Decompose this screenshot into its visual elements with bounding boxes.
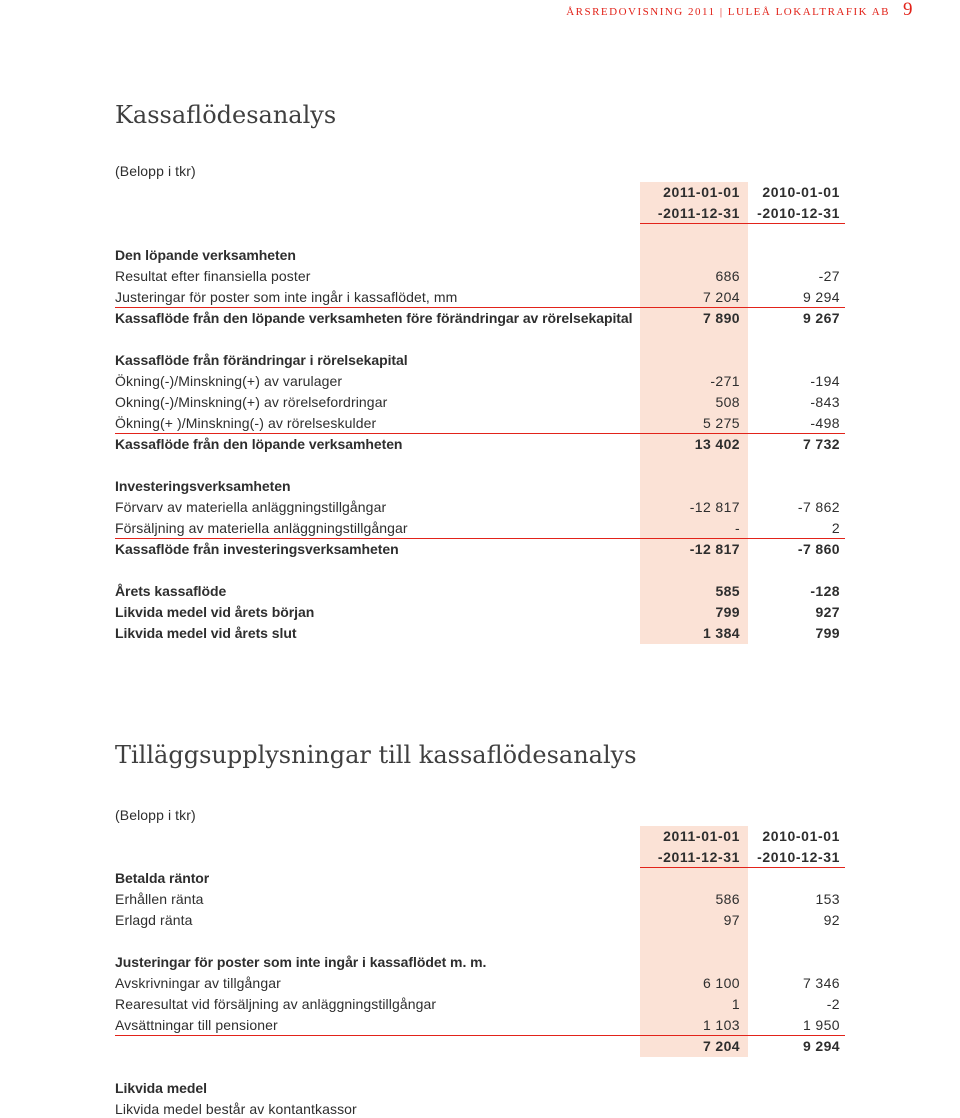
column-header-2011-end: -2011-12-31 bbox=[640, 847, 748, 868]
supplementary-title: Tilläggsupplysningar till kassaflödesanalys bbox=[115, 741, 637, 769]
page-number: 9 bbox=[903, 0, 913, 20]
row-label: Ökning(+ )/Minskning(-) av rörelseskulder bbox=[115, 415, 377, 431]
value-2011: -12 817 bbox=[689, 541, 740, 557]
summary-row bbox=[115, 581, 845, 602]
value-2011: 1 384 bbox=[702, 625, 740, 641]
value-2010: 9 267 bbox=[802, 310, 840, 326]
table-row bbox=[115, 910, 845, 931]
table-row bbox=[115, 994, 845, 1015]
column-header-2011-start: 2011-01-01 bbox=[663, 184, 740, 200]
column-header-row bbox=[115, 847, 845, 868]
column-header-2011-start: 2011-01-01 bbox=[663, 828, 740, 844]
supplementary-table bbox=[115, 826, 845, 1118]
section-heading bbox=[115, 1078, 845, 1099]
column-header-spacer bbox=[115, 847, 640, 868]
value-2010: 2 bbox=[831, 520, 840, 536]
value-2010: -7 860 bbox=[797, 541, 840, 557]
spacer-row bbox=[115, 224, 845, 245]
column-header-2010-end: -2010-12-31 bbox=[748, 203, 845, 224]
row-label: Avskrivningar av tillgångar bbox=[115, 975, 281, 991]
heading-cash: Likvida medel bbox=[115, 1080, 207, 1096]
value-2011: 97 bbox=[723, 912, 740, 928]
unit-note: (Belopp i tkr) bbox=[115, 807, 196, 823]
spacer-row bbox=[115, 455, 845, 476]
row-label: Rearesultat vid försäljning av anläggningstillgångar bbox=[115, 996, 437, 1012]
spacer-row bbox=[115, 329, 845, 350]
value-2011: 686 bbox=[715, 268, 740, 284]
row-label: Erlagd ränta bbox=[115, 912, 193, 928]
heading-working-capital: Kassaflöde från förändringar i rörelsekapital bbox=[115, 352, 408, 368]
value-2011: -12 817 bbox=[689, 499, 740, 515]
section-heading bbox=[115, 245, 845, 266]
total-label-spacer bbox=[115, 1036, 640, 1057]
cash-flow-table bbox=[115, 182, 845, 644]
row-label: Avsättningar till pensioner bbox=[115, 1017, 278, 1033]
table-row bbox=[115, 1015, 845, 1036]
total-2010: 9 294 bbox=[802, 1038, 840, 1054]
value-2010: 92 bbox=[823, 912, 840, 928]
value-2010: 927 bbox=[815, 604, 840, 620]
row-label: Årets kassaflöde bbox=[115, 583, 227, 599]
subtotal-row bbox=[115, 539, 845, 560]
table-row bbox=[115, 973, 845, 994]
running-title: ÅRSREDOVISNING 2011 | LULEÅ LOKALTRAFIK AB bbox=[566, 6, 890, 18]
row-label: Ökning(-)/Minskning(+) av varulager bbox=[115, 373, 343, 389]
column-header-spacer bbox=[115, 203, 640, 224]
row-label: Kassaflöde från den löpande verksamheten före förändringar av rörelsekapital bbox=[115, 310, 633, 326]
value-2011: 1 bbox=[731, 996, 740, 1012]
row-label: Erhållen ränta bbox=[115, 891, 204, 907]
subtotal-row bbox=[115, 308, 845, 329]
value-2010: -498 bbox=[810, 415, 840, 431]
value-2010: 7 732 bbox=[802, 436, 840, 452]
value-2011: 1 103 bbox=[702, 1017, 740, 1033]
value-2010: 7 346 bbox=[802, 975, 840, 991]
row-label: Försäljning av materiella anläggningstillgångar bbox=[115, 520, 408, 536]
column-header-2010-start: 2010-01-01 bbox=[762, 184, 840, 200]
summary-row bbox=[115, 623, 845, 644]
table-row bbox=[115, 518, 845, 539]
table-row bbox=[115, 889, 845, 910]
row-label: Likvida medel vid årets början bbox=[115, 604, 315, 620]
table-row bbox=[115, 392, 845, 413]
text-row bbox=[115, 1099, 845, 1118]
table-row bbox=[115, 413, 845, 434]
column-header-spacer bbox=[115, 182, 640, 203]
table-row bbox=[115, 287, 845, 308]
heading-adjustments: Justeringar för poster som inte ingår i kassaflödet m. m. bbox=[115, 954, 487, 970]
value-2011: 7 890 bbox=[702, 310, 740, 326]
value-2010: -194 bbox=[810, 373, 840, 389]
row-label: Kassaflöde från den löpande verksamheten bbox=[115, 436, 403, 452]
section-heading bbox=[115, 350, 845, 371]
row-label: Resultat efter finansiella poster bbox=[115, 268, 311, 284]
column-header-2010-start: 2010-01-01 bbox=[762, 828, 840, 844]
total-row bbox=[115, 1036, 845, 1057]
value-2010: 153 bbox=[815, 891, 840, 907]
spacer-row bbox=[115, 1057, 845, 1078]
cash-description: Likvida medel består av kontantkassor bbox=[115, 1101, 357, 1117]
total-2011: 7 204 bbox=[702, 1038, 740, 1054]
row-label: Kassaflöde från investeringsverksamheten bbox=[115, 541, 399, 557]
value-2011: 799 bbox=[715, 604, 740, 620]
value-2010: 1 950 bbox=[802, 1017, 840, 1033]
value-2011: -271 bbox=[710, 373, 740, 389]
column-header-2011-end: -2011-12-31 bbox=[640, 203, 748, 224]
value-2011: 5 275 bbox=[702, 415, 740, 431]
value-2010: 799 bbox=[815, 625, 840, 641]
value-2011: 13 402 bbox=[694, 436, 740, 452]
value-2011: - bbox=[734, 520, 740, 536]
value-2011: 6 100 bbox=[702, 975, 740, 991]
column-header-spacer bbox=[115, 826, 640, 847]
section-heading bbox=[115, 868, 845, 889]
section-heading bbox=[115, 476, 845, 497]
column-header-row bbox=[115, 203, 845, 224]
spacer-row bbox=[115, 560, 845, 581]
value-2010: -7 862 bbox=[797, 499, 840, 515]
row-label: Justeringar för poster som inte ingår i kassaflödet, mm bbox=[115, 289, 458, 305]
value-2010: -843 bbox=[810, 394, 840, 410]
table-row bbox=[115, 497, 845, 518]
subtotal-row bbox=[115, 434, 845, 455]
value-2011: 585 bbox=[715, 583, 740, 599]
value-2010: -27 bbox=[818, 268, 840, 284]
row-label: Okning(-)/Minskning(+) av rörelsefordringar bbox=[115, 394, 388, 410]
row-label: Likvida medel vid årets slut bbox=[115, 625, 297, 641]
unit-note: (Belopp i tkr) bbox=[115, 163, 196, 179]
column-header-row bbox=[115, 182, 845, 203]
spacer-row bbox=[115, 931, 845, 952]
value-2011: 508 bbox=[715, 394, 740, 410]
column-header-2010-end: -2010-12-31 bbox=[748, 847, 845, 868]
cash-flow-title: Kassaflödesanalys bbox=[115, 101, 337, 129]
value-2011: 586 bbox=[715, 891, 740, 907]
row-label: Förvarv av materiella anläggningstillgångar bbox=[115, 499, 387, 515]
value-2010: 9 294 bbox=[802, 289, 840, 305]
heading-operating: Den löpande verksamheten bbox=[115, 247, 296, 263]
section-heading bbox=[115, 952, 845, 973]
value-2011: 7 204 bbox=[702, 289, 740, 305]
heading-interest: Betalda räntor bbox=[115, 870, 210, 886]
summary-row bbox=[115, 602, 845, 623]
value-2010: -2 bbox=[826, 996, 840, 1012]
table-row bbox=[115, 266, 845, 287]
table-row bbox=[115, 371, 845, 392]
heading-investing: Investeringsverksamheten bbox=[115, 478, 291, 494]
column-header-row bbox=[115, 826, 845, 847]
value-2010: -128 bbox=[810, 583, 840, 599]
